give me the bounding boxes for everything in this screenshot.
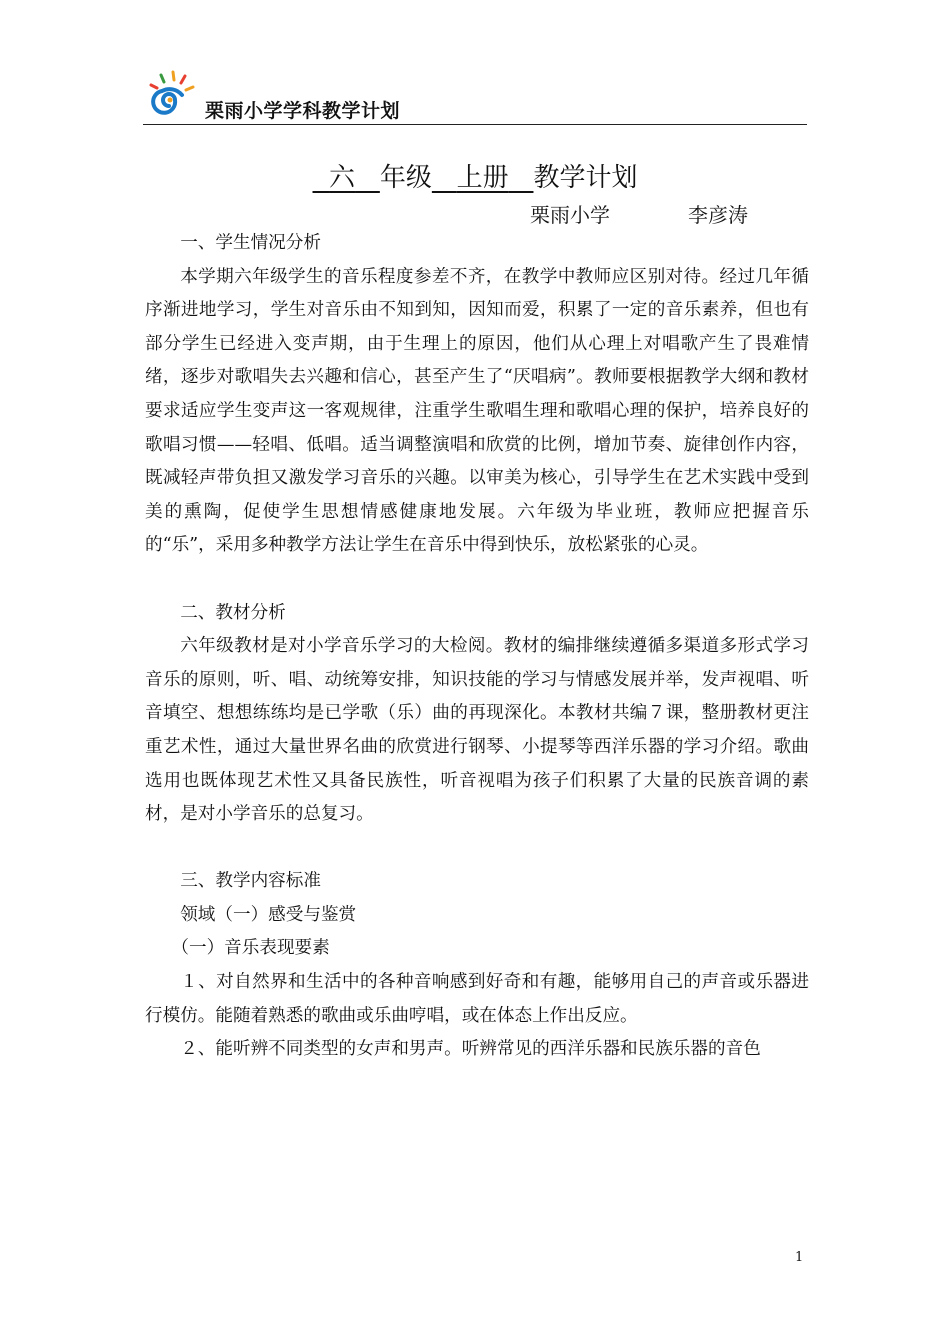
document-body: [145, 227, 809, 1067]
blank-line: [145, 832, 809, 866]
list-item: １、对自然界和生活中的各种音响感到好奇和有趣，能够用自己的声音或乐器进行模仿。能随着熟悉的歌曲或乐曲哼唱，或在体态上作出反应。: [145, 972, 809, 1026]
header-title: 栗雨小学学科教学计划: [205, 100, 401, 122]
section-heading-2: 二、教材分析: [180, 602, 286, 623]
document-title: [0, 160, 950, 196]
volume-blank: 上册: [456, 163, 509, 193]
domain-heading: 领域（一）感受与鉴赏: [180, 904, 357, 925]
list-item: ２、能听辨不同类型的女声和男声。听辨常见的西洋乐器和民族乐器的音色: [180, 1039, 761, 1060]
section-1-paragraph: 本学期六年级学生的音乐程度参差不齐，在教学中教师应区别对待。经过几年循序渐进地学习，学生对音乐由不知到知，因知而爱，积累了一定的音乐素养，但也有部分学生已经进入变声期，由于生理上的原因，他们从心理上对唱歌产生了畏难情绪，逐步对歌唱失去兴趣和信心，甚至产生了“厌唱病”。教师要根据教学大纲和教材要求适应学生变声这一客观规律，注重学生歌唱生理和歌唱心理的保护，培养良好的歌唱习惯——轻唱、低唱。适当调整演唱和欣赏的比例，增加节奏、旋律创作内容，既减轻声带负担又激发学习音乐的兴趣。以审美为核心，引导学生在艺术实践中受到美的熏陶，促使学生思想情感健康地发展。六年级为毕业班，教师应把握音乐的“乐”，采用多种教学方法让学生在音乐中得到快乐，放松紧张的心灵。: [145, 266, 809, 556]
grade-blank: 六: [329, 163, 356, 193]
section-2-paragraph: 六年级教材是对小学音乐学习的大检阅。教材的编排继续遵循多渠道多形式学习音乐的原则，听、唱、动统筹安排，知识技能的学习与情感发展并举，发声视唱、听音填空、想想练练均是已学歌（乐）曲的再现深化。本教材共编７课，整册教材更注重艺术性，通过大量世界名曲的欣赏进行钢琴、小提琴等西洋乐器的学习介绍。歌曲选用也既体现艺术性又具备民族性，听音视唱为孩子们积累了大量的民族音调的素材，是对小学音乐的总复习。: [145, 636, 809, 825]
page-number: 1: [795, 1250, 804, 1265]
subsection-heading: （一）音乐表现要素: [171, 938, 330, 959]
section-heading-1: 一、学生情况分析: [180, 233, 321, 253]
blank-line: [145, 563, 809, 597]
section-heading-3: 三、教学内容标准: [180, 871, 321, 892]
author-name: 李彦涛: [688, 203, 748, 227]
page-header: [143, 62, 807, 125]
plan-label: 教学计划: [533, 163, 638, 193]
author-line: [530, 200, 748, 230]
author-school: 栗雨小学: [530, 203, 610, 227]
school-logo-icon: [143, 66, 199, 122]
grade-suffix: 年级: [379, 163, 432, 193]
